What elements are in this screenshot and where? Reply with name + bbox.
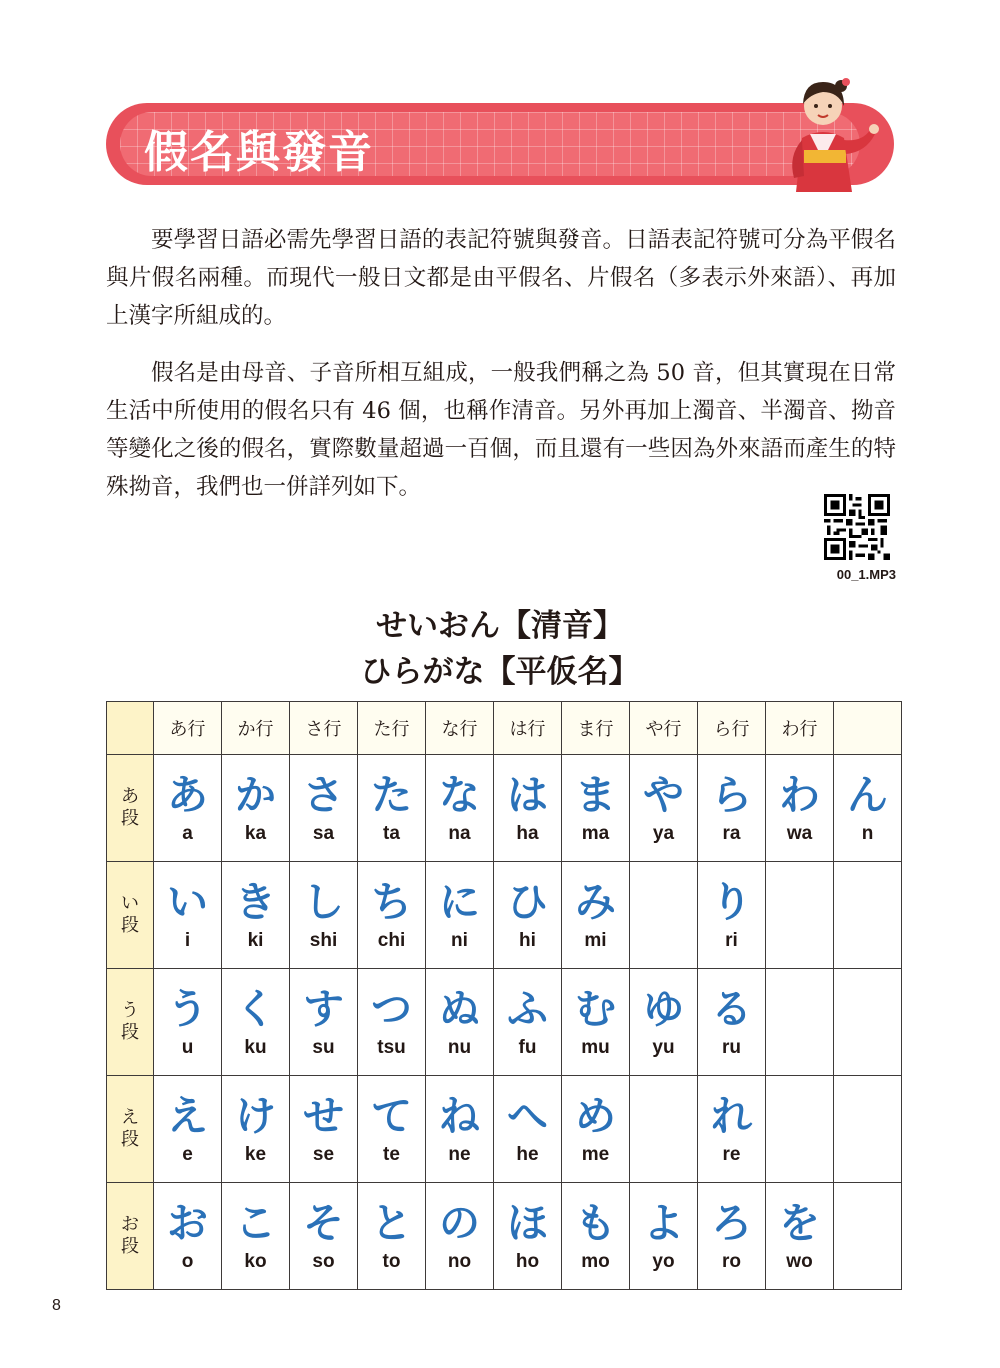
kana-cell [290,755,358,862]
kana-character: ゆ [643,985,684,1033]
romaji-label: sa [312,823,335,844]
kana-character: わ [779,771,820,819]
hiragana-table [106,701,902,1290]
kana-cell [426,969,494,1076]
kana-character: れ [711,1092,752,1140]
romaji-label: so [312,1251,335,1272]
kana-character: ち [371,878,412,926]
kana-cell [494,1076,562,1183]
row-header-char: い [121,893,139,914]
kana-cell [766,755,834,862]
kana-cell [358,755,426,862]
romaji-label: ke [244,1144,267,1165]
kana-cell [222,1076,290,1183]
kana-cell [154,1183,222,1290]
row-header-char: 段 [121,915,139,936]
romaji-label: na [448,823,471,844]
kana-character: け [235,1092,276,1140]
kana-cell [426,1183,494,1290]
kana-character: ね [439,1092,480,1140]
row-header [107,1183,154,1290]
kana-character: の [439,1199,480,1247]
romaji-label: ra [722,823,741,844]
row-header-char: 段 [121,1129,139,1150]
kana-character: ぬ [439,985,480,1033]
romaji-label: no [447,1251,472,1272]
kana-cell [494,755,562,862]
kana-cell [834,1183,902,1290]
kana-cell [698,1076,766,1183]
qr-code-icon[interactable] [824,494,890,560]
kana-cell [562,755,630,862]
column-header: か行 [222,702,290,755]
romaji-label: n [861,823,874,844]
column-header: ら行 [698,702,766,755]
column-header-row [107,702,902,755]
table-corner-cell [107,702,154,755]
kana-cell [562,969,630,1076]
kana-character: へ [507,1092,548,1140]
romaji-label: ne [448,1144,471,1165]
romaji-label: ka [244,823,267,844]
kana-character: お [167,1199,208,1247]
row-header [107,755,154,862]
kana-character: え [167,1092,208,1140]
romaji-label: i [184,930,191,951]
intro-paragraph-1: 要學習日語必需先學習日語的表記符號與發音。日語表記符號可分為平假名與片假名兩種。而現代一般日文都是由平假名、片假名（多表示外來語）、再加上漢字所組成的。 [106,227,896,329]
kana-character: ま [575,771,616,819]
kana-cell [426,1076,494,1183]
kana-character: な [439,771,480,819]
table-row [107,1076,902,1183]
kana-cell [834,969,902,1076]
romaji-label: hi [519,930,536,951]
romaji-label: ko [244,1251,267,1272]
kana-cell [222,755,290,862]
column-header: ま行 [562,702,630,755]
column-header: た行 [358,702,426,755]
romaji-label: u [181,1037,194,1058]
column-header: や行 [630,702,698,755]
romaji-label: fu [518,1037,537,1058]
romaji-label: mo [581,1251,610,1272]
table-title-seion: せいおん【清音】 [376,608,624,644]
kana-cell [222,862,290,969]
kana-cell [494,969,562,1076]
kana-cell [222,969,290,1076]
kana-character: ほ [507,1199,548,1247]
romaji-label: nu [447,1037,472,1058]
page-number: 8 [52,1297,61,1314]
table-title-hiragana: ひらがな【平仮名】 [360,654,640,690]
kana-cell [358,1183,426,1290]
kana-cell [562,1076,630,1183]
kana-character: て [371,1092,412,1140]
kana-cell [630,969,698,1076]
kana-cell [834,755,902,862]
romaji-label: to [382,1251,401,1272]
kana-cell [562,862,630,969]
romaji-label: te [383,1144,400,1165]
kana-character: き [235,878,276,926]
romaji-label: se [312,1144,335,1165]
kana-cell [766,1183,834,1290]
kana-cell [154,862,222,969]
romaji-label: ro [722,1251,741,1272]
kana-character: る [711,985,752,1033]
kana-character: こ [235,1199,276,1247]
romaji-label: yo [652,1251,675,1272]
kana-character: ら [711,771,752,819]
kana-cell [698,969,766,1076]
kana-cell [630,755,698,862]
kana-character: ろ [711,1199,752,1247]
kana-character: ひ [507,878,548,926]
kana-character: く [235,985,276,1033]
kana-character: そ [303,1199,344,1247]
kimono-girl-illustration [758,68,888,192]
romaji-label: o [181,1251,194,1272]
romaji-label: ki [247,930,264,951]
romaji-label: ni [451,930,468,951]
romaji-label: ya [652,823,675,844]
table-row [107,1183,902,1290]
kana-character: も [575,1199,616,1247]
romaji-label: su [312,1037,335,1058]
kana-cell [358,862,426,969]
kana-table-body [107,755,902,1290]
romaji-label: shi [309,930,338,951]
kana-character: あ [167,771,208,819]
kana-cell [834,862,902,969]
kana-cell [766,1076,834,1183]
kana-character: み [575,878,616,926]
table-row [107,862,902,969]
kana-character: を [779,1199,820,1247]
column-header: は行 [494,702,562,755]
kana-cell [766,862,834,969]
kana-cell [494,1183,562,1290]
romaji-label: mi [584,930,607,951]
romaji-label: ma [581,823,610,844]
row-header [107,862,154,969]
kana-cell [698,862,766,969]
romaji-label: ho [515,1251,540,1272]
kana-cell [426,862,494,969]
kana-cell [698,1183,766,1290]
row-header-char: お [121,1214,139,1235]
kana-character: り [711,878,752,926]
kana-character: つ [371,985,412,1033]
kana-character: し [303,878,344,926]
row-header-char: 段 [121,1022,139,1043]
kana-cell [630,862,698,969]
row-header-char: あ [121,786,139,807]
kana-cell [426,755,494,862]
kana-cell [290,969,358,1076]
romaji-label: ku [244,1037,267,1058]
kana-character: せ [303,1092,344,1140]
kana-cell [154,755,222,862]
romaji-label: me [581,1144,610,1165]
kana-cell [834,1076,902,1183]
kana-character: は [507,771,548,819]
romaji-label: wa [786,823,813,844]
kana-cell [290,1183,358,1290]
audio-track-label: 00_1.MP3 [836,567,896,582]
kana-character: す [303,985,344,1033]
column-header: わ行 [766,702,834,755]
column-header: あ行 [154,702,222,755]
kana-character: い [167,878,208,926]
table-row [107,755,902,862]
romaji-label: re [722,1144,741,1165]
romaji-label: yu [652,1037,675,1058]
row-header-char: う [121,1000,139,1021]
kana-character: に [439,878,480,926]
kana-cell [154,1076,222,1183]
column-header [834,702,902,755]
kana-character: た [371,771,412,819]
kana-cell [630,1183,698,1290]
column-header: さ行 [290,702,358,755]
kana-cell [562,1183,630,1290]
kana-cell [766,969,834,1076]
kana-cell [290,1076,358,1183]
kana-character: よ [643,1199,684,1247]
kana-cell [358,969,426,1076]
romaji-label: wo [786,1251,813,1272]
kana-cell [358,1076,426,1183]
kana-character: と [371,1199,412,1247]
kana-cell [494,862,562,969]
kana-cell [290,862,358,969]
romaji-label: a [182,823,193,844]
kana-character: さ [303,771,344,819]
romaji-label: ha [516,823,539,844]
romaji-label: tsu [377,1037,406,1058]
kana-character: う [167,985,208,1033]
kana-cell [630,1076,698,1183]
romaji-label: mu [581,1037,610,1058]
romaji-label: ri [725,930,738,951]
romaji-label: ru [722,1037,741,1058]
column-header: な行 [426,702,494,755]
row-header-char: 段 [121,1236,139,1257]
row-header [107,1076,154,1183]
romaji-label: he [516,1144,539,1165]
kana-character: か [235,771,276,819]
kana-character: む [575,985,616,1033]
row-header-char: え [121,1107,139,1128]
kana-cell [222,1183,290,1290]
row-header-char: 段 [121,808,139,829]
romaji-label: ta [383,823,400,844]
page-title: 假名與發音 [144,127,374,178]
kana-character: ふ [507,985,548,1033]
kana-character: め [575,1092,616,1140]
row-header [107,969,154,1076]
table-row [107,969,902,1076]
kana-cell [698,755,766,862]
kana-character: ん [847,771,888,819]
kana-cell [154,969,222,1076]
romaji-label: chi [377,930,406,951]
kana-character: や [643,771,684,819]
intro-paragraph-2: 假名是由母音、子音所相互組成，一般我們稱之為 50 音，但其實現在日常生活中所使用的假名只有 46 個，也稱作清音。另外再加上濁音、半濁音、拗音等變化之後的假名，實際數量超過一百個，而且還有一些因為外來語而產生的特殊拗音，我們也一併詳列如下。 [106,360,896,500]
romaji-label: e [182,1144,193,1165]
